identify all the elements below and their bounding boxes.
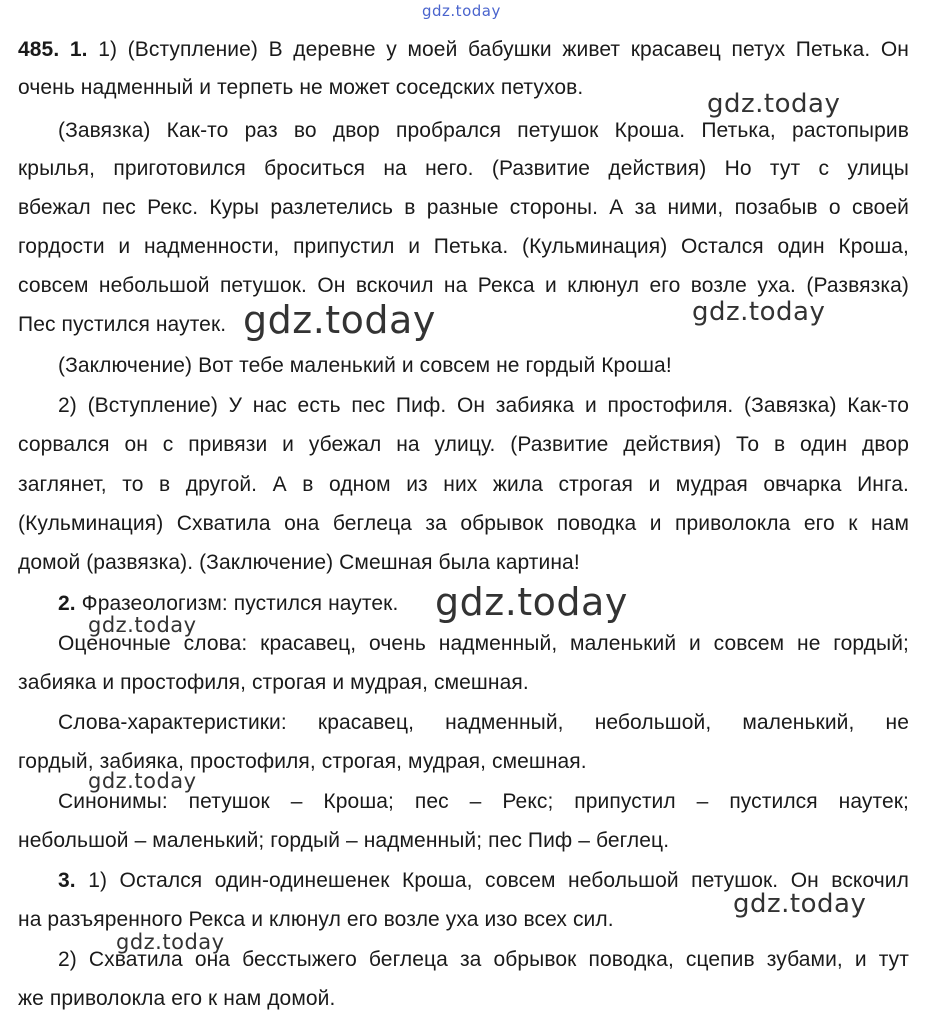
text-line: (Завязка) Как-то раз во двор пробрался петушок Кроша. Петька, растопырив (58, 119, 909, 142)
text-line: Синонимы: петушок – Кроша; пес – Рекс; припустил – пустился наутек; (58, 790, 909, 813)
text-line: забияка и простофиля, строгая и мудрая, смешная. (18, 671, 529, 694)
watermark: gdz.today (116, 930, 225, 954)
text-line: вбежал пес Рекс. Куры разлетелись в разные стороны. А за ними, позабыв о своей (18, 196, 909, 219)
watermark: gdz.today (88, 613, 197, 637)
text-line: крылья, приготовился броситься на него. (Развитие действия) Но тут с улицы (18, 157, 909, 180)
text-line: (Заключение) Вот тебе маленький и совсем не гордый Кроша! (58, 354, 672, 377)
part-number: 3. (58, 869, 76, 892)
text-segment: 1) Остался один-одинешенек Кроша, совсем небольшой петушок. Он вскочил (88, 869, 909, 892)
task-number: 485. (18, 38, 60, 61)
text-line: 2) (Вступление) У нас есть пес Пиф. Он забияка и простофиля. (Завязка) Как-то (58, 394, 909, 417)
text-line: 2) Схватила она бесстыжего беглеца за обрывок поводка, сцепив зубами, и тут (58, 948, 909, 971)
watermark: gdz.today (243, 298, 436, 342)
text-line: (Кульминация) Схватила она беглеца за обрывок поводка и приволокла его к нам (18, 512, 909, 535)
watermark: gdz.today (435, 580, 628, 624)
watermark: gdz.today (88, 769, 197, 793)
watermark: gdz.today (707, 89, 841, 119)
text-line (18, 36, 909, 64)
text-line (58, 867, 909, 895)
watermark: gdz.today (733, 889, 867, 919)
text-line: домой (развязка). (Заключение) Смешная была картина! (18, 551, 580, 574)
text-line: гордый, забияка, простофиля, строгая, мудрая, смешная. (18, 750, 587, 773)
text-line: небольшой – маленький; гордый – надменный; пес Пиф – беглец. (18, 829, 670, 852)
text-line: гордости и надменности, припустил и Петька. (Кульминация) Остался один Кроша, (18, 235, 909, 258)
text-segment: Фразеологизм: пустился наутек. (81, 592, 399, 615)
text-line: на разъяренного Рекса и клюнул его возле уха изо всех сил. (18, 908, 614, 931)
text-line: же приволокла его к нам домой. (18, 987, 336, 1010)
text-segment: 1) (Вступление) В деревне у моей бабушки живет красавец петух Петька. Он (98, 38, 909, 61)
text-line: очень надменный и терпеть не может соседских петухов. (18, 76, 584, 99)
text-line: Оценочные слова: красавец, очень надменный, маленький и совсем не гордый; (58, 632, 909, 655)
text-line: совсем небольшой петушок. Он вскочил на Рекса и клюнул его возле уха. (Развязка) (18, 274, 909, 297)
watermark: gdz.today (692, 297, 826, 327)
part-number: 1. (69, 38, 88, 61)
text-line (58, 590, 909, 618)
text-line: сорвался он с привязи и убежал на улицу. (Развитие действия) То в один двор (18, 433, 909, 456)
text-line: Пес пустился наутек. (18, 313, 227, 336)
watermark: gdz.today (422, 2, 501, 20)
text-line: Слова-характеристики: красавец, надменный, небольшой, маленький, не (58, 711, 909, 734)
text-line: заглянет, то в другой. А в одном из них жила строгая и мудрая овчарка Инга. (18, 473, 909, 496)
part-number: 2. (58, 592, 76, 615)
